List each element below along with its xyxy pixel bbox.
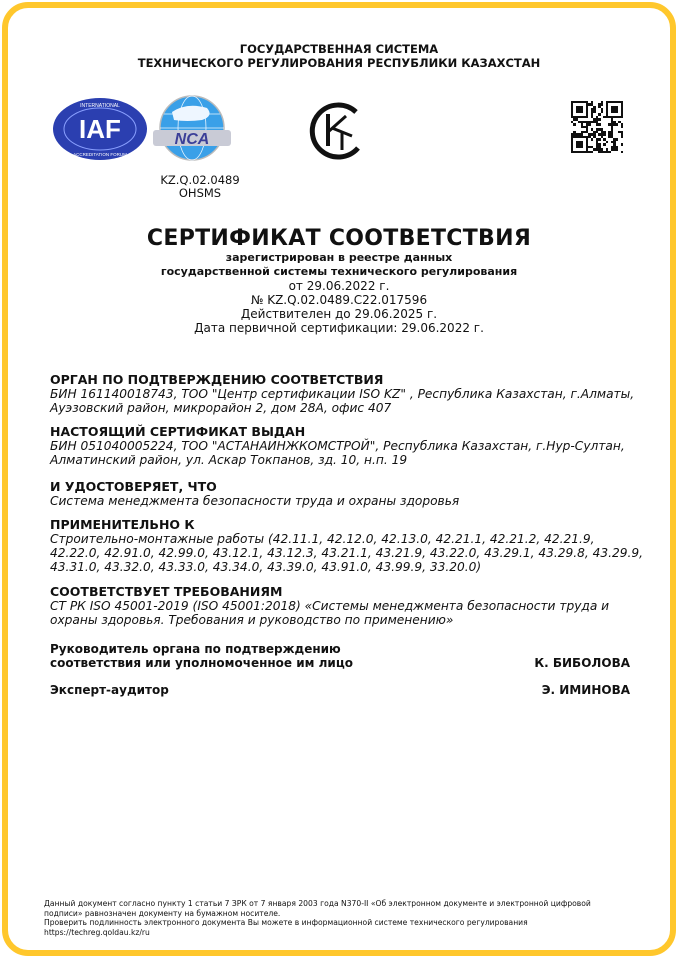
section-heading: НАСТОЯЩИЙ СЕРТИФИКАТ ВЫДАН xyxy=(50,424,306,439)
section-requirements xyxy=(50,585,650,627)
section-text: Алматинский район, ул. Аскар Токпанов, зд. 10, н.п. 19 xyxy=(50,453,408,467)
section-applicable-to xyxy=(50,518,650,574)
accreditation-scheme: OHSMS xyxy=(178,186,222,200)
nca-logo xyxy=(152,94,232,162)
accreditation-code xyxy=(140,174,260,200)
svg-text:NCA: NCA xyxy=(174,131,210,148)
qr-module xyxy=(621,151,623,153)
first-certification-date: Дата первичной сертификации: 29.06.2022 г. xyxy=(194,321,484,335)
section-text: Система менеджмента безопасности труда и охраны здоровья xyxy=(50,494,460,508)
registry-date: от 29.06.2022 г. xyxy=(288,279,390,293)
signature-expert xyxy=(50,683,630,697)
section-text: Строительно-монтажные работы (42.11.1, 42.12.0, 42.13.0, 42.21.1, 42.21.2, 42.21.9, xyxy=(50,532,595,546)
section-text: БИН 051040005224, ТОО "АСТАНАИНЖКОМСТРОЙ", Республика Казахстан, г.Нур-Султан, xyxy=(50,439,625,453)
svg-text:INTERNATIONAL: INTERNATIONAL xyxy=(80,103,120,109)
signature-head xyxy=(50,642,630,670)
head-name: К. БИБОЛОВА xyxy=(534,656,630,670)
header-line-2: ТЕХНИЧЕСКОГО РЕГУЛИРОВАНИЯ РЕСПУБЛИКИ КАЗАХСТАН xyxy=(137,56,541,70)
section-text: СТ РК ISO 45001-2019 (ISO 45001:2018) «Системы менеджмента безопасности труда и xyxy=(50,599,610,613)
section-certifies xyxy=(50,480,650,508)
footer-line-3: Проверить подлинность электронного документа Вы можете в информационной системе технического регулирования xyxy=(44,918,528,928)
section-heading: ОРГАН ПО ПОДТВЕРЖДЕНИЮ СООТВЕТСТВИЯ xyxy=(50,372,384,387)
section-text: 43.31.0, 43.32.0, 43.33.0, 43.34.0, 43.39.0, 43.91.0, 43.99.9, 33.20.0) xyxy=(50,560,482,574)
footer-line-2: подписи» равнозначен документу на бумажном носителе. xyxy=(44,908,281,918)
section-text: охраны здоровья. Требования и руководство по применению» xyxy=(50,613,454,627)
head-title-line-2: соответствия или уполномоченное им лицо xyxy=(50,656,353,670)
qr-code[interactable] xyxy=(571,101,623,153)
issuer-header xyxy=(0,42,678,70)
section-text: 42.22.0, 42.91.0, 42.99.0, 43.12.1, 43.12.3, 43.21.1, 43.21.9, 43.22.0, 43.29.1, 43.29.8, 43.29.9, xyxy=(50,546,644,560)
certificate-number: № KZ.Q.02.0489.C22.017596 xyxy=(250,293,428,307)
section-heading: СООТВЕТСТВУЕТ ТРЕБОВАНИЯМ xyxy=(50,584,283,599)
footer-line-1: Данный документ согласно пункту 1 статьи 7 ЗРК от 7 января 2003 года N370-II «Об электронном документе и электронной цифровой xyxy=(44,899,591,908)
header-line-1: ГОСУДАРСТВЕННАЯ СИСТЕМА xyxy=(239,42,439,56)
section-certification-body xyxy=(50,373,650,415)
section-heading: И УДОСТОВЕРЯЕТ, ЧТО xyxy=(50,479,217,494)
registry-info xyxy=(0,251,678,335)
expert-label: Эксперт-аудитор xyxy=(50,683,169,697)
registry-line-2: государственной системы технического регулирования xyxy=(160,265,518,278)
legal-footer xyxy=(44,899,644,937)
iaf-logo xyxy=(52,97,148,161)
section-text: БИН 161140018743, ТОО "Центр сертификации ISO KZ" , Республика Казахстан, г.Алматы, xyxy=(50,387,635,401)
certificate-title: СЕРТИФИКАТ СООТВЕТСТВИЯ xyxy=(146,226,532,251)
accreditation-number: KZ.Q.02.0489 xyxy=(160,173,240,187)
expert-name: Э. ИМИНОВА xyxy=(541,683,630,697)
head-title-line-1: Руководитель органа по подтверждению xyxy=(50,642,341,656)
svg-text:IAF: IAF xyxy=(79,114,121,144)
svg-text:ACCREDITATION FORUM: ACCREDITATION FORUM xyxy=(73,152,127,157)
kz-conformity-mark-icon xyxy=(306,98,368,162)
section-text: Ауэзовский район, микрорайон 2, дом 28А, офис 407 xyxy=(50,401,392,415)
section-heading: ПРИМЕНИТЕЛЬНО К xyxy=(50,517,195,532)
verification-link[interactable]: https://techreg.qoldau.kz/ru xyxy=(44,927,150,937)
registry-line-1: зарегистрирован в реестре данных xyxy=(225,251,453,264)
section-issued-to xyxy=(50,425,650,467)
valid-until: Действителен до 29.06.2025 г. xyxy=(240,307,438,321)
